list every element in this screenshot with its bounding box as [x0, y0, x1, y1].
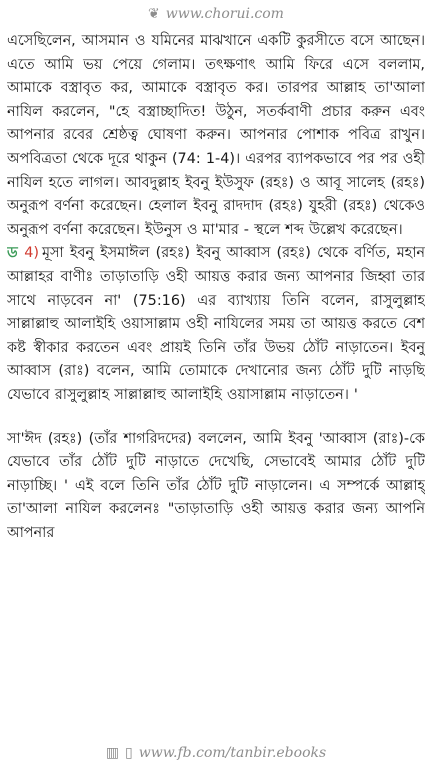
swirl-icon: ড	[7, 245, 18, 262]
site-url: www.chorui.com	[165, 6, 284, 22]
hadith-number: ড 4)	[7, 245, 40, 262]
paragraph-2	[7, 242, 425, 407]
facebook-link[interactable]: www.fb.com/tanbir.ebooks	[138, 745, 327, 761]
paragraph-1: এসেছিলেন, আসমান ও যমিনের মাঝখানে একটি কুরসীতে বসে আছেন। এতে আমি ভয় পেয়ে গেলাম। তৎক্ষণাৎ আমি ফিরে এসে বললাম, আমাকে বস্ত্রাবৃত কর, আমাকে বস্ত্রাবৃত কর। তারপর আল্লাহ তা'আলা নাযিল করলেন, "হে বস্ত্রাচ্ছাদিত! উঠুন, সতর্কবাণী প্রচার করুন এবং আপনার রবের শ্রেষ্ঠত্ব ঘোষণা করুন। আপনার পোশাক পবিত্র রাখুন। অপবিত্রতা থেকে দূরে থাকুন (74: 1-4)। এরপর ব্যাপকভাবে পর পর ওহী নাযিল হতে লাগল। আবদুল্লাহ ইবনু ইউসুফ (রহঃ) ও আবূ সালেহ (রহঃ) অনুরূপ বর্ণনা করেছেন। হেলাল ইবনু রাদদাদ (রহঃ) যুহরী (রহঃ) থেকেও অনুরূপ বর্ণনা করেছেন। ইউনুস ও মা'মার - স্থলে শব্দ উল্লেখ করেছেন।	[7, 33, 425, 238]
book-text	[7, 30, 425, 734]
paragraph-3: সা'ঈদ (রহঃ) (তাঁর শাগরিদদের) বললেন, আমি ইবনু 'আব্বাস (রাঃ)-কে যেভাবে তাঁর ঠোঁট দুটি নাড়াতে দেখেছি, সেভাবেই আমার ঠোঁট দুটি নাড়াচ্ছি। ' এই বলে তিনি তাঁর ঠোঁট দুটি নাড়ালেন। এ সম্পর্কে আল্লাহ্‌ তা'আলা নাযিল করলেনঃ "তাড়াতাড়ি ওহী আয়ত্ত করার জন্য আপনি আপনার	[7, 430, 425, 541]
paragraph-2-text: মূসা ইবনু ইসমাঈল (রহঃ) ইবনু আব্বাস (রহঃ) থেকে বর্ণিত, মহান আল্লাহর বাণীঃ তাড়াতাড়ি ওহী আয়ত্ত করার জন্য আপনার জিহ্বা তার সাথে নাড়বেন না' (75:16) এর ব্যাখ্যায় তিনি বলেন, রাসুলুল্লাহ সাল্লাল্লাহু আলাইহি ওয়াসাল্লাম ওহী নাযিলের সময় তা আয়ত্ত করতে বেশ কষ্ট স্বীকার করতেন এবং প্রায়ই তিনি তাঁর উভয় ঠোঁট নাড়াতেন। ইবনু আব্বাস (রাঃ) বলেন, আমি তোমাকে দেখানোর জন্য ঠোঁট দুটি নাড়ছি যেভাবে রাসুলুল্লাহ সাল্লাল্লাহু আলাইহি ওয়াসাল্লাম নাড়াতেন। '	[7, 245, 425, 403]
library-icon: ▥	[105, 745, 120, 761]
page-header	[0, 0, 432, 28]
leaf-icon: ❦	[148, 6, 160, 22]
page-footer	[0, 738, 432, 768]
book-icon: ▯	[125, 745, 133, 761]
